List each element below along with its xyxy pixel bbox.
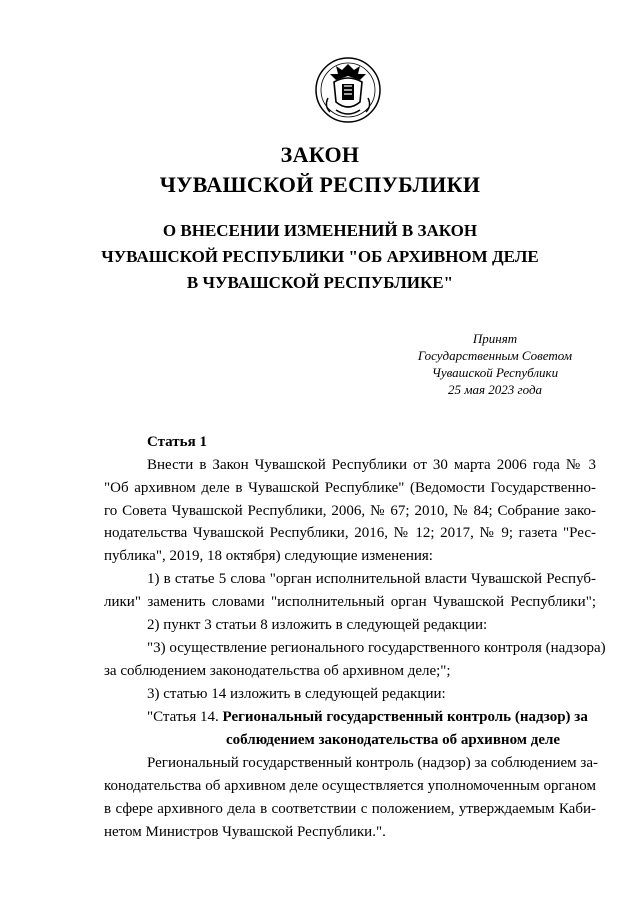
adopted-date: 25 мая 2023 года — [447, 382, 543, 397]
law-subtitle-line: О ВНЕСЕНИИ ИЗМЕНЕНИЙ В ЗАКОН — [162, 221, 478, 240]
law-subtitle-line: ЧУВАШСКОЙ РЕСПУБЛИКИ "ОБ АРХИВНОМ ДЕЛЕ — [101, 247, 539, 266]
quote-heading — [147, 706, 596, 728]
law-subtitle-line: В ЧУВАШСКОЙ РЕСПУБЛИКЕ" — [186, 273, 454, 292]
article-heading: Статья 1 — [147, 434, 207, 450]
quote-title-bold-continued: соблюдением законодательства об архивном деле — [226, 732, 561, 748]
quote-title-bold: Региональный государственный контроль (надзор) за — [222, 709, 588, 725]
body-line: го Совета Чувашской Республики, 2006, № 67; 2010, № 84; Собрание зако- — [104, 503, 596, 519]
chuvash-emblem-icon — [314, 56, 382, 124]
law-title-republic: ЧУВАШСКОЙ РЕСПУБЛИКИ — [159, 172, 481, 197]
body-line: "Об архивном деле в Чувашской Республике" (Ведомости Государственно- — [104, 480, 596, 496]
body-line: "3) осуществление регионального государственного контроля (надзора) — [147, 640, 606, 656]
law-title: ЗАКОН — [280, 142, 360, 167]
adopted-republic: Чувашской Республики — [431, 365, 559, 380]
adopted-body: Государственным Советом — [417, 348, 573, 363]
quote-prefix: "Статья 14. — [147, 709, 223, 725]
body-line: публика", 2019, 18 октября) следующие изменения: — [104, 548, 433, 564]
body-line: лики" заменить словами "исполнительный орган Чувашской Республики"; — [104, 594, 596, 610]
body-line: в сфере архивного дела в соответствии с положением, утверждаемым Каби- — [104, 801, 596, 817]
adopted-label: Принят — [472, 331, 518, 346]
body-line: 2) пункт 3 статьи 8 изложить в следующей редакции: — [147, 617, 488, 633]
body-line: 1) в статье 5 слова "орган исполнительной власти Чувашской Респуб- — [147, 571, 596, 587]
body-line: конодательства об архивном деле осуществляется уполномоченным органом — [104, 778, 596, 794]
body-line: Внести в Закон Чувашской Республики от 30 марта 2006 года № 3 — [147, 457, 596, 473]
body-line: 3) статью 14 изложить в следующей редакции: — [147, 686, 446, 702]
body-line: за соблюдением законодательства об архивном деле;"; — [104, 663, 451, 679]
body-line: нодательства Чувашской Республики, 2016, № 12; 2017, № 9; газета "Рес- — [104, 525, 596, 541]
body-line: Региональный государственный контроль (надзор) за соблюдением за- — [147, 755, 598, 771]
body-line: нетом Министров Чувашской Республики.". — [104, 824, 386, 840]
